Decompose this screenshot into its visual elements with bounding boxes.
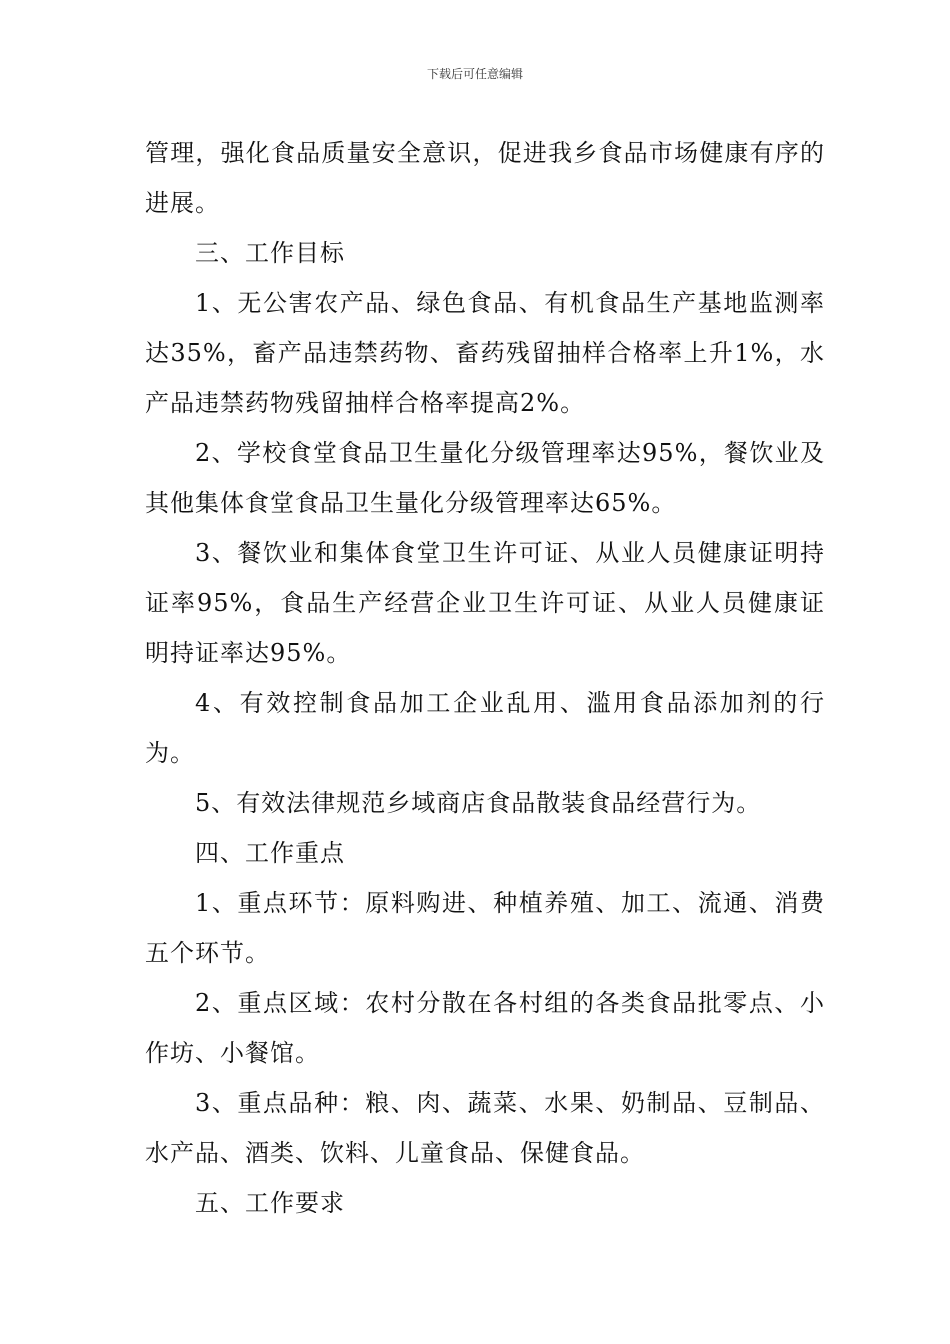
goal-item-4: 4、有效控制食品加工企业乱用、滥用食品添加剂的行为。 [145, 689, 825, 767]
focus-item-3: 3、重点品种：粮、肉、蔬菜、水果、奶制品、豆制品、水产品、酒类、饮料、儿童食品、保健食品。 [145, 1089, 825, 1167]
section-heading-work-requirements: 五、工作要求 [195, 1189, 345, 1217]
document-body [145, 128, 825, 1228]
goal-item-2: 2、学校食堂食品卫生量化分级管理率达95%，餐饮业及其他集体食堂食品卫生量化分级管理率达65%。 [145, 439, 825, 517]
goal-item-3: 3、餐饮业和集体食堂卫生许可证、从业人员健康证明持证率95%，食品生产经营企业卫生许可证、从业人员健康证明持证率达95%。 [145, 539, 825, 667]
section-heading-work-focus: 四、工作重点 [195, 839, 345, 867]
section-heading-work-goals: 三、工作目标 [195, 239, 345, 267]
goal-item-1: 1、无公害农产品、绿色食品、有机食品生产基地监测率达35%，畜产品违禁药物、畜药残留抽样合格率上升1%，水产品违禁药物残留抽样合格率提高2%。 [145, 289, 825, 417]
paragraph-continuation: 管理，强化食品质量安全意识，促进我乡食品市场健康有序的进展。 [145, 139, 825, 217]
focus-item-2: 2、重点区域：农村分散在各村组的各类食品批零点、小作坊、小餐馆。 [145, 989, 825, 1067]
goal-item-5: 5、有效法律规范乡域商店食品散装食品经营行为。 [195, 789, 762, 817]
page-header: 下载后可任意编辑 [426, 67, 523, 81]
focus-item-1: 1、重点环节：原料购进、种植养殖、加工、流通、消费五个环节。 [145, 889, 825, 967]
